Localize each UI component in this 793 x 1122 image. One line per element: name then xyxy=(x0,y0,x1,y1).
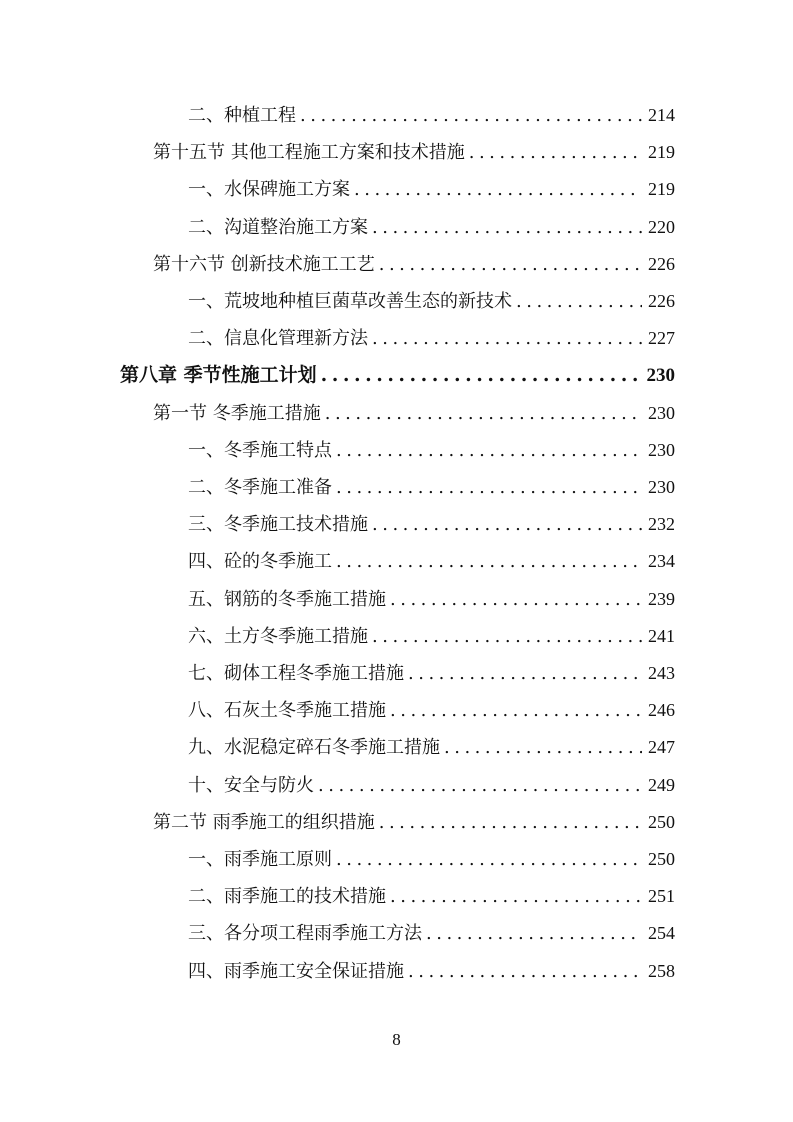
toc-dot-leader xyxy=(372,510,642,540)
toc-entry-page-number: 250 xyxy=(648,849,675,869)
toc-entry-page-number: 241 xyxy=(648,625,675,646)
toc-entry-title: 七、砌体工程冬季施工措施 xyxy=(188,663,404,684)
toc-entry-page-number: 258 xyxy=(648,960,675,981)
toc-entry[interactable] xyxy=(188,918,675,948)
toc-entry-page-number: 254 xyxy=(648,923,675,944)
toc-entry[interactable] xyxy=(188,658,675,688)
toc-entry-title: 一、冬季施工特点 xyxy=(188,439,332,461)
toc-entry-title: 九、水泥稳定碎石冬季施工措施 xyxy=(188,737,440,759)
toc-dot-leader xyxy=(408,957,642,987)
toc-entry[interactable] xyxy=(188,881,675,911)
toc-dot-leader xyxy=(379,808,642,838)
toc-entry[interactable] xyxy=(188,844,675,874)
toc-entry-page-number: 234 xyxy=(648,551,675,572)
toc-entry-page-number: 219 xyxy=(648,142,675,163)
toc-entry-title: 二、冬季施工准备 xyxy=(188,477,332,498)
toc-entry-page-number: 232 xyxy=(648,514,675,535)
toc-entry-page-number: 220 xyxy=(648,216,675,237)
toc-entry-title: 三、各分项工程雨季施工方法 xyxy=(188,923,422,945)
toc-entry-page-number: 219 xyxy=(648,179,675,200)
toc-dot-leader xyxy=(321,360,641,390)
toc-dot-leader xyxy=(336,473,642,503)
toc-dot-leader xyxy=(372,622,642,652)
toc-entry[interactable] xyxy=(153,398,675,428)
toc-entry-page-number: 230 xyxy=(648,477,675,497)
toc-entry[interactable] xyxy=(188,770,675,800)
toc-entry[interactable] xyxy=(120,360,675,390)
toc-entry-title: 五、钢筋的冬季施工措施 xyxy=(188,588,386,610)
toc-entry[interactable] xyxy=(188,695,675,725)
toc-entry-title: 十、安全与防火 xyxy=(188,774,314,796)
toc-entry-title: 第一节 冬季施工措施 xyxy=(153,402,321,424)
toc-dot-leader xyxy=(336,547,642,577)
toc-dot-leader xyxy=(469,138,642,168)
page-number: 8 xyxy=(392,1030,401,1049)
toc-entry[interactable] xyxy=(153,249,675,279)
toc-entry-title: 四、砼的冬季施工 xyxy=(188,551,332,573)
toc-entry-page-number: 243 xyxy=(648,663,675,683)
toc-entry-title: 三、冬季施工技术措施 xyxy=(188,514,368,536)
toc-dot-leader xyxy=(325,399,642,429)
toc-entry-title: 第二节 雨季施工的组织措施 xyxy=(153,811,375,833)
toc-entry[interactable] xyxy=(188,212,675,242)
toc-entry-page-number: 251 xyxy=(648,886,675,907)
toc-entry-title: 二、信息化管理新方法 xyxy=(188,328,368,350)
toc-entry[interactable] xyxy=(188,286,675,316)
toc-entry-title: 二、沟道整治施工方案 xyxy=(188,216,368,238)
toc-entry-page-number: 246 xyxy=(648,700,675,721)
toc-entry-title: 第八章 季节性施工计划 xyxy=(120,364,317,387)
toc-entry-page-number: 226 xyxy=(648,291,675,311)
toc-entry-title: 二、种植工程 xyxy=(188,105,296,126)
toc-entry[interactable] xyxy=(188,584,675,614)
toc-entry-page-number: 239 xyxy=(648,588,675,609)
toc-dot-leader xyxy=(390,585,642,615)
toc-dot-leader xyxy=(336,436,642,466)
toc-entry[interactable] xyxy=(188,546,675,576)
toc-entry-page-number: 230 xyxy=(648,402,675,423)
toc-entry-title: 一、雨季施工原则 xyxy=(188,849,332,870)
toc-entry[interactable] xyxy=(188,732,675,762)
toc-entry-title: 第十六节 创新技术施工工艺 xyxy=(153,253,375,275)
toc-entry[interactable] xyxy=(188,956,675,986)
toc-entry-title: 二、雨季施工的技术措施 xyxy=(188,886,386,908)
toc-dot-leader xyxy=(516,287,642,317)
toc-entry-title: 一、水保碑施工方案 xyxy=(188,179,350,201)
toc-dot-leader xyxy=(372,324,642,354)
toc-entry-page-number: 227 xyxy=(648,328,675,349)
toc-entry[interactable] xyxy=(188,509,675,539)
toc-entry-page-number: 249 xyxy=(648,774,675,795)
toc-dot-leader xyxy=(408,659,642,689)
toc-entry[interactable] xyxy=(188,435,675,465)
toc-entry-title: 四、雨季施工安全保证措施 xyxy=(188,960,404,982)
toc-dot-leader xyxy=(336,845,642,875)
toc-entry[interactable] xyxy=(188,323,675,353)
toc-entry[interactable] xyxy=(153,807,675,837)
toc-entry-page-number: 247 xyxy=(648,737,675,758)
toc-dot-leader xyxy=(300,101,642,131)
toc-dot-leader xyxy=(426,919,642,949)
toc-dot-leader xyxy=(372,213,642,243)
toc-dot-leader xyxy=(390,696,642,726)
toc-entry-title: 第十五节 其他工程施工方案和技术措施 xyxy=(153,142,465,164)
toc-entry-page-number: 214 xyxy=(648,105,675,125)
toc-dot-leader xyxy=(354,175,642,205)
toc-dot-leader xyxy=(318,771,642,801)
toc-dot-leader xyxy=(444,733,642,763)
toc-entry[interactable] xyxy=(188,621,675,651)
toc-dot-leader xyxy=(379,250,642,280)
toc-entry-page-number: 250 xyxy=(648,811,675,832)
toc-entry[interactable] xyxy=(153,137,675,167)
toc-entry-page-number: 226 xyxy=(648,253,675,274)
toc-entry-page-number: 230 xyxy=(646,365,675,387)
toc-entry[interactable] xyxy=(188,100,675,130)
toc-entry[interactable] xyxy=(188,174,675,204)
toc-entry-title: 八、石灰土冬季施工措施 xyxy=(188,700,386,722)
toc-entry-title: 一、荒坡地种植巨菌草改善生态的新技术 xyxy=(188,291,512,312)
toc-entry[interactable] xyxy=(188,472,675,502)
toc-entry-page-number: 230 xyxy=(648,439,675,460)
toc-entry-title: 六、土方冬季施工措施 xyxy=(188,625,368,647)
toc-dot-leader xyxy=(390,882,642,912)
